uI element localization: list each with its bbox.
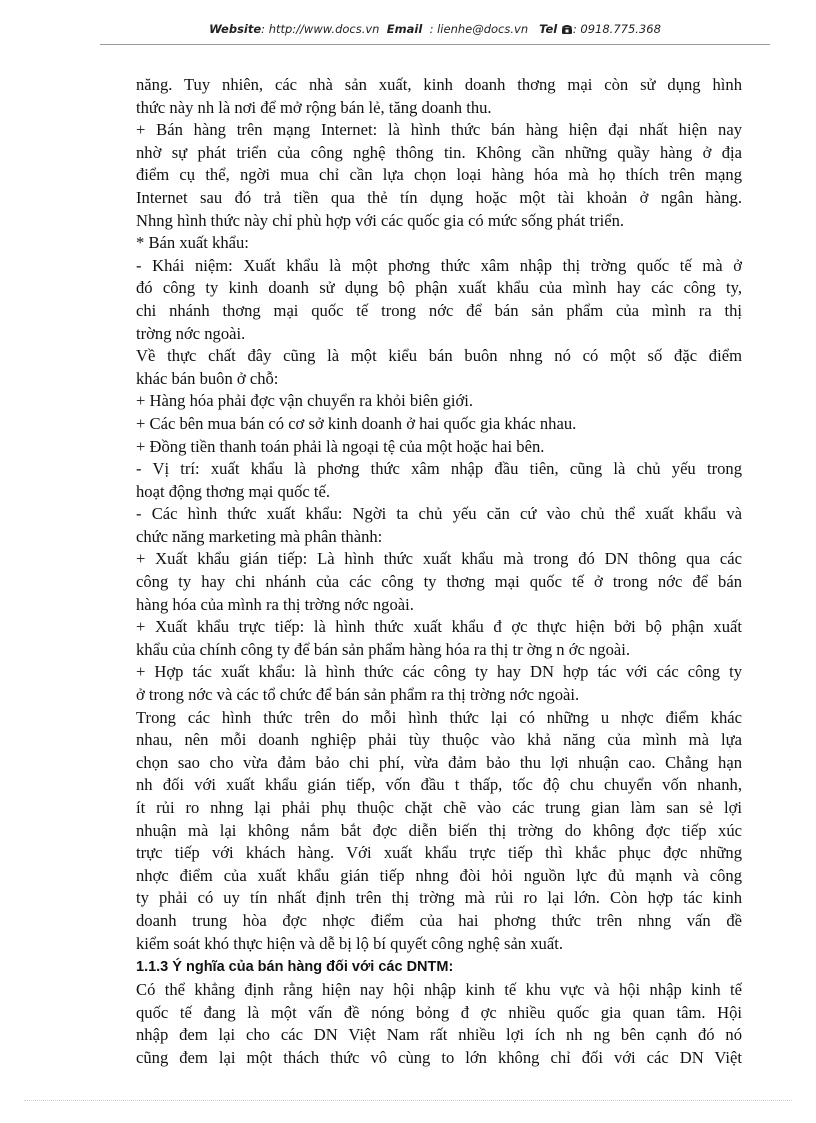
text-line: nhợc điểm của xuất khẩu gián tiếp nhng đòi hỏi nguồn lực đủ mạnh và công bbox=[136, 865, 742, 885]
text-line: + Hàng hóa phải đợc vận chuyển ra khỏi biên giới. bbox=[136, 391, 474, 411]
text-line: nhuận mà lại không nắm bắt đợc diễn biến thị trờng do không đợc tiếp xúc bbox=[136, 820, 742, 840]
text-line: trực tiếp với khách hàng. Với xuất khẩu trực tiếp thì khắc phục đợc những bbox=[136, 843, 742, 863]
text-line: + Hợp tác xuất khẩu: là hình thức các công ty hay DN hợp tác với các công ty bbox=[136, 662, 742, 682]
text-line: quốc tế đang là một vấn đề nóng bỏng đ ợc nhiều quốc gia quan tâm. Hội bbox=[136, 1002, 742, 1022]
text-line: khẩu của chính công ty để bán sản phẩm hàng hóa ra thị tr ờng n ớc ngoài. bbox=[136, 639, 631, 659]
text-line: nhập đem lại cho các DN Việt Nam rất nhiều lợi ích nh ng bên cạnh đó nó bbox=[136, 1025, 742, 1045]
text-line: ít rủi ro nhng lại phải phụ thuộc chặt chẽ vào các trung gian làm san sẻ lợi bbox=[136, 798, 742, 817]
telephone-icon bbox=[561, 23, 573, 38]
text-line: Có thể khẳng định rằng hiện nay hội nhập kinh tế khu vực và hội nhập kinh tế bbox=[136, 980, 742, 1000]
text-line: ở trong nớc và các tổ chức để bán sản phẩm ra thị trờng nớc ngoài. bbox=[136, 685, 580, 705]
text-line: + Xuất khẩu trực tiếp: là hình thức xuất khẩu đ ợc thực hiện bởi bộ phận xuất bbox=[136, 617, 742, 637]
text-line: chọn sao cho vừa đảm bảo chi phí, vừa đảm bảo thu lợi nhuận cao. Chẳng hạn bbox=[136, 752, 742, 772]
text-line: Internet sau đó trả tiền qua thẻ tín dụng hoặc một tài khoản ở ngân hàng. bbox=[136, 187, 742, 207]
text-line: khác bán buôn ở chỗ: bbox=[136, 368, 279, 388]
text-line: + Các bên mua bán có cơ sở kinh doanh ở hai quốc gia khác nhau. bbox=[136, 413, 577, 433]
text-line: + Bán hàng trên mạng Internet: là hình thức bán hàng hiện đại nhất hiện nay bbox=[136, 120, 742, 140]
footer-divider bbox=[24, 1100, 792, 1101]
text-line: Nhng hình thức này chỉ phù hợp với các quốc gia có mức sống phát triển. bbox=[136, 210, 625, 230]
text-line: kiểm soát khó thực hiện và dễ bị lộ bí quyết công nghệ sản xuất. bbox=[136, 933, 563, 953]
tel-value: : 0918.775.368 bbox=[572, 22, 661, 36]
text-line: năng. Tuy nhiên, các nhà sản xuất, kinh doanh thơng mại còn sử dụng hình bbox=[136, 75, 742, 94]
text-line: + Xuất khẩu gián tiếp: Là hình thức xuất khẩu mà trong đó DN thông qua các bbox=[136, 549, 742, 569]
text-line: chi nhánh thơng mại quốc tế trong nớc để bán sản phẩm của mình ra thị bbox=[136, 300, 742, 320]
text-line: * Bán xuất khẩu: bbox=[136, 233, 249, 253]
text-line: nh đối với xuất khẩu gián tiếp, vốn đầu t thấp, tốc độ chu chuyển vốn nhanh, bbox=[136, 775, 742, 795]
text-line: chức năng marketing mà phân thành: bbox=[136, 526, 383, 546]
document-body bbox=[136, 74, 742, 1070]
text-line: doanh trung hòa đợc nhợc điểm của hai phơng thức trên nhng vấn đề bbox=[136, 910, 742, 930]
email-label: Email bbox=[386, 22, 423, 36]
text-line: đó công ty kinh doanh sử dụng bộ phận xuất khẩu của mình hay các công ty, bbox=[136, 278, 742, 298]
text-line: điểm cụ thể, ngời mua chỉ cần lựa chọn loại hàng hóa mà họ thích trên mạng bbox=[136, 165, 742, 185]
text-line: cũng đem lại một thách thức vô cùng to lớn không chỉ đối với các DN Việt bbox=[136, 1047, 742, 1067]
tel-label: Tel bbox=[539, 22, 558, 36]
text-line: hoạt động thơng mại quốc tế. bbox=[136, 481, 331, 501]
text-line: - Các hình thức xuất khẩu: Ngời ta chủ yếu căn cứ vào chủ thể xuất khẩu và bbox=[136, 504, 742, 524]
text-line: - Vị trí: xuất khẩu là phơng thức xâm nhập đầu tiên, cũng là chủ yếu trong bbox=[136, 459, 742, 479]
text-line: trờng nớc ngoài. bbox=[136, 323, 246, 343]
text-line: Về thực chất đây cũng là một kiểu bán buôn nhng nó có một số đặc điểm bbox=[136, 346, 742, 366]
text-line: thức này nh là nơi để mở rộng bán lẻ, tăng doanh thu. bbox=[136, 97, 492, 117]
page-header bbox=[100, 22, 770, 38]
header-divider bbox=[100, 44, 770, 45]
text-line: hàng hóa của mình ra thị trờng nớc ngoài. bbox=[136, 594, 414, 614]
website-value: : http://www.docs.vn bbox=[261, 22, 380, 36]
text-line: - Khái niệm: Xuất khẩu là một phơng thức xâm nhập thị trờng quốc tế mà ở bbox=[136, 255, 742, 275]
text-line: ty phải có uy tín nhất định trên thị trờng mà rủi ro lại lớn. Còn hợp tác kinh bbox=[136, 888, 742, 908]
text-line: công ty hay chi nhánh của các công ty thơng mại quốc tế ở trong nớc để bán bbox=[136, 572, 742, 592]
paragraph-block-after-heading bbox=[136, 979, 742, 1069]
website-label: Website bbox=[209, 22, 262, 36]
paragraph-block bbox=[136, 74, 742, 955]
text-line: nhờ sự phát triển của công nghệ thông tin. Không cần những quầy hàng ở địa bbox=[136, 142, 742, 162]
text-line: + Đồng tiền thanh toán phải là ngoại tệ của một hoặc hai bên. bbox=[136, 436, 545, 456]
section-heading: 1.1.3 Ý nghĩa của bán hàng đối với các DNTM: bbox=[136, 959, 454, 976]
text-line: nhau, nên mỗi doanh nghiệp phải tùy thuộc vào khả năng của mình mà lựa bbox=[136, 730, 742, 750]
text-line: Trong các hình thức trên do mỗi hình thức lại có những u nhợc điểm khác bbox=[136, 707, 742, 727]
email-value: : lienhe@docs.vn bbox=[429, 22, 529, 36]
